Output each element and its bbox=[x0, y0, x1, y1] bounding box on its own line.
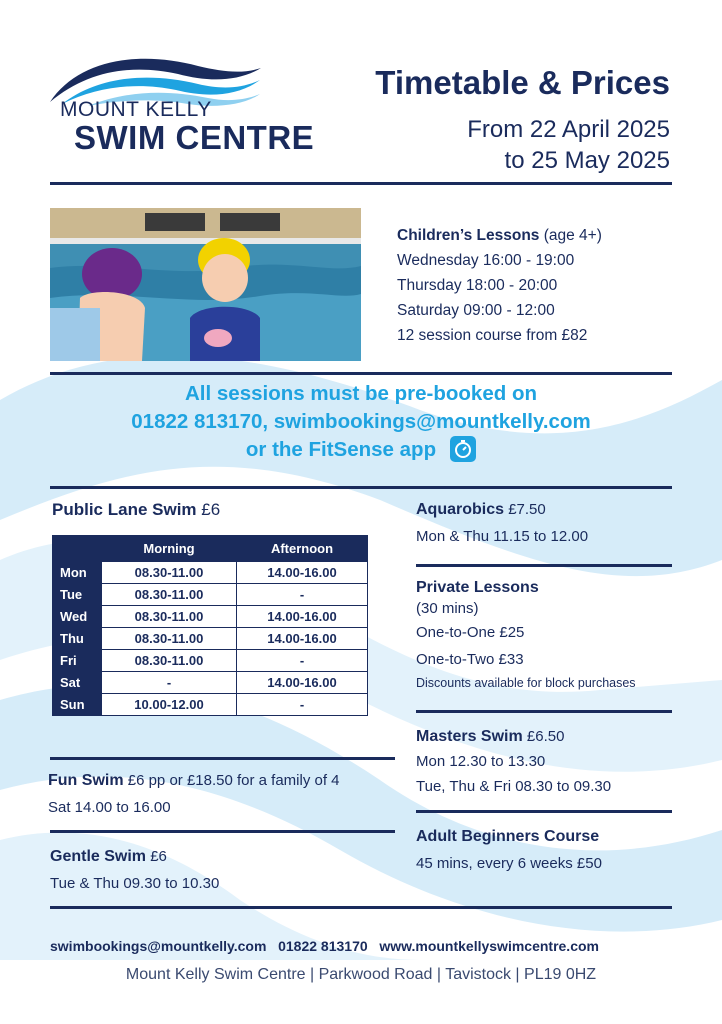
public-lane-price: £6 bbox=[201, 500, 221, 519]
date-line-2: to 25 May 2025 bbox=[504, 147, 670, 174]
childrens-lessons-line: 12 session course from £82 bbox=[397, 327, 588, 344]
booking-line-1: All sessions must be pre-booked on bbox=[185, 382, 537, 405]
day-cell: Tue bbox=[53, 584, 102, 606]
afternoon-cell: 14.00-16.00 bbox=[237, 606, 368, 628]
footer-phone[interactable]: 01822 813170 bbox=[278, 938, 368, 954]
childrens-lessons-line: Saturday 09:00 - 12:00 bbox=[397, 302, 555, 319]
booking-line-2: 01822 813170, swimbookings@mountkelly.com bbox=[131, 410, 591, 433]
gentle-swim-section bbox=[50, 843, 219, 897]
afternoon-cell: - bbox=[237, 584, 368, 606]
table-row bbox=[53, 562, 368, 584]
morning-cell: - bbox=[102, 672, 237, 694]
fun-swim-price: £6 pp or £18.50 for a family of 4 bbox=[127, 772, 340, 789]
public-lane-heading: Public Lane Swim bbox=[52, 500, 197, 519]
booking-notice bbox=[40, 380, 682, 464]
date-line-1: From 22 April 2025 bbox=[467, 116, 670, 143]
morning-cell: 10.00-12.00 bbox=[102, 694, 237, 716]
morning-cell: 08.30-11.00 bbox=[102, 584, 237, 606]
gentle-swim-time: Tue & Thu 09.30 to 10.30 bbox=[50, 875, 220, 892]
aquarobics-price: £7.50 bbox=[508, 501, 546, 518]
childrens-lessons-heading: Children’s Lessons bbox=[397, 227, 540, 244]
logo-text-line1: MOUNT KELLY bbox=[60, 98, 212, 121]
private-lessons-one-to-one: One-to-One £25 bbox=[416, 624, 525, 641]
childrens-lessons-line: Wednesday 16:00 - 19:00 bbox=[397, 252, 575, 269]
masters-swim-price: £6.50 bbox=[526, 728, 565, 745]
divider-booking-top bbox=[50, 372, 672, 375]
timer-icon bbox=[450, 436, 476, 462]
divider-gentle-swim bbox=[50, 830, 395, 833]
adult-beginners-details: 45 mins, every 6 weeks £50 bbox=[416, 855, 602, 872]
private-lessons-section bbox=[416, 577, 636, 693]
table-header-morning: Morning bbox=[102, 536, 237, 562]
masters-swim-section bbox=[416, 724, 611, 799]
aquarobics-section bbox=[416, 496, 588, 550]
table-row bbox=[53, 628, 368, 650]
divider-private-lessons bbox=[416, 564, 672, 567]
masters-swim-heading: Masters Swim bbox=[416, 728, 523, 745]
public-lane-timetable bbox=[52, 535, 368, 716]
private-lessons-one-to-two: One-to-Two £33 bbox=[416, 651, 524, 668]
day-cell: Thu bbox=[53, 628, 102, 650]
masters-swim-time-1: Mon 12.30 to 13.30 bbox=[416, 753, 546, 770]
table-row bbox=[53, 606, 368, 628]
day-cell: Fri bbox=[53, 650, 102, 672]
morning-cell: 08.30-11.00 bbox=[102, 606, 237, 628]
private-lessons-duration: (30 mins) bbox=[416, 600, 479, 617]
morning-cell: 08.30-11.00 bbox=[102, 650, 237, 672]
table-row bbox=[53, 694, 368, 716]
divider-masters-swim bbox=[416, 710, 672, 713]
aquarobics-heading: Aquarobics bbox=[416, 501, 505, 518]
childrens-lessons bbox=[397, 223, 602, 348]
morning-cell: 08.30-11.00 bbox=[102, 628, 237, 650]
table-row bbox=[53, 650, 368, 672]
afternoon-cell: - bbox=[237, 694, 368, 716]
afternoon-cell: - bbox=[237, 650, 368, 672]
fun-swim-section bbox=[48, 767, 340, 821]
adult-beginners-heading: Adult Beginners Course bbox=[416, 828, 600, 845]
table-header-afternoon: Afternoon bbox=[237, 536, 368, 562]
page-title: Timetable & Prices bbox=[375, 64, 670, 101]
footer-address: Mount Kelly Swim Centre | Parkwood Road | Tavistock | PL19 0HZ bbox=[125, 966, 597, 983]
adult-beginners-section bbox=[416, 823, 602, 877]
childrens-lessons-age: (age 4+) bbox=[543, 227, 602, 244]
morning-cell: 08.30-11.00 bbox=[102, 562, 237, 584]
gentle-swim-price: £6 bbox=[150, 848, 167, 865]
afternoon-cell: 14.00-16.00 bbox=[237, 672, 368, 694]
logo-text-line2: SWIM CENTRE bbox=[74, 119, 315, 156]
fun-swim-time: Sat 14.00 to 16.00 bbox=[48, 799, 171, 816]
aquarobics-time: Mon & Thu 11.15 to 12.00 bbox=[416, 528, 589, 545]
fun-swim-heading: Fun Swim bbox=[48, 772, 124, 789]
public-lane-swim-title bbox=[52, 500, 220, 520]
divider-adult-beginners bbox=[416, 810, 672, 813]
day-cell: Sun bbox=[53, 694, 102, 716]
masters-swim-time-2: Tue, Thu & Fri 08.30 to 09.30 bbox=[416, 778, 612, 795]
footer-website[interactable]: www.mountkellyswimcentre.com bbox=[379, 938, 599, 954]
date-range bbox=[467, 114, 670, 176]
divider-fun-swim bbox=[50, 757, 395, 760]
afternoon-cell: 14.00-16.00 bbox=[237, 628, 368, 650]
childrens-lessons-line: Thursday 18:00 - 20:00 bbox=[397, 277, 558, 294]
day-cell: Wed bbox=[53, 606, 102, 628]
booking-line-3: or the FitSense app bbox=[245, 438, 437, 461]
table-row bbox=[53, 672, 368, 694]
private-lessons-note: Discounts available for block purchases bbox=[416, 676, 636, 690]
divider-booking-bottom bbox=[50, 486, 672, 489]
gentle-swim-heading: Gentle Swim bbox=[50, 848, 147, 865]
day-cell: Mon bbox=[53, 562, 102, 584]
table-row bbox=[53, 584, 368, 606]
footer-contacts bbox=[50, 938, 672, 954]
private-lessons-heading: Private Lessons bbox=[416, 579, 539, 596]
afternoon-cell: 14.00-16.00 bbox=[237, 562, 368, 584]
divider-footer bbox=[50, 906, 672, 909]
pool-photo bbox=[50, 208, 361, 361]
footer-email[interactable]: swimbookings@mountkelly.com bbox=[50, 938, 267, 954]
table-header-day bbox=[53, 536, 102, 562]
divider-header bbox=[50, 182, 672, 185]
day-cell: Sat bbox=[53, 672, 102, 694]
